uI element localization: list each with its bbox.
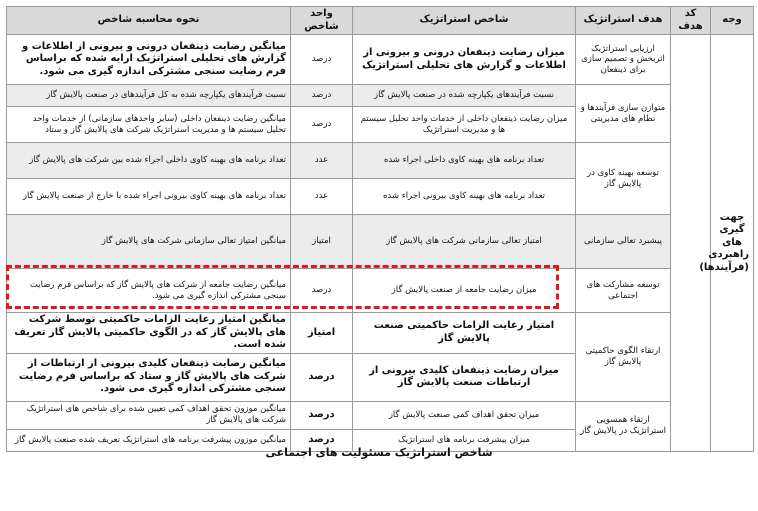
method-cell: میانگین رضایت ذینفعان داخلی (سایر واحدهای سازمانی) از خدمات واحد تحلیل سیستم ها و مدیریت استراتژیک شرکت های پالایش گاز و ستاد bbox=[7, 107, 291, 143]
header-row bbox=[7, 7, 754, 35]
unit-cell: امتیاز bbox=[291, 313, 353, 354]
unit-cell: درصد bbox=[291, 353, 353, 401]
indicator-cell: میزان رضایت ذینفعان داخلی از خدمات واحد تحلیل سیستم ها و مدیریت استراتژیک bbox=[353, 107, 576, 143]
method-cell: میانگین رضایت ذینفعان درونی و بیرونی از اطلاعات و گزارش های تحلیلی استراتژیک ارایه شده که براساس فرم رضایت سنجی مشترکی اندازه گیری می شود. bbox=[7, 35, 291, 85]
method-cell: میانگین موزون پیشرفت برنامه های استراتژیک تعریف شده صنعت پالایش گاز bbox=[7, 429, 291, 451]
indicator-cell: تعداد برنامه های بهینه کاوی داخلی اجراء شده bbox=[353, 143, 576, 179]
goal-cell: ارتقاء الگوی حاکمیتی پالایش گاز bbox=[576, 313, 671, 402]
goal-cell: ارتقاء همسویی استراتژیک در پالایش گاز bbox=[576, 401, 671, 451]
table-row bbox=[7, 143, 754, 179]
table-row bbox=[7, 215, 754, 269]
unit-cell: درصد bbox=[291, 85, 353, 107]
method-cell: میانگین رضایت ذینفعان کلیدی بیرونی از ارتباطات از شرکت های پالایش گاز و ستاد که براساس فرم رضایت سنجی مشترکی اندازه گیری می شود. bbox=[7, 353, 291, 401]
unit-cell: درصد bbox=[291, 401, 353, 429]
method-cell: نسبت فرآیندهای یکپارچه شده به کل فرآیندهای در صنعت پالایش گاز bbox=[7, 85, 291, 107]
indicator-table-document bbox=[6, 6, 753, 452]
face-cell: جهت گیری های راهبردی (فرآیندها) bbox=[711, 35, 754, 452]
table-row bbox=[7, 85, 754, 107]
indicator-cell: میزان رضایت ذینفعان درونی و بیرونی از اطلاعات و گزارش های تحلیلی استراتژیک bbox=[353, 35, 576, 85]
header-goal-code: کد هدف bbox=[671, 7, 711, 35]
indicator-cell: تعداد برنامه های بهینه کاوی بیرونی اجراء شده bbox=[353, 179, 576, 215]
header-strategic-goal: هدف استراتژیک bbox=[576, 7, 671, 35]
goal-cell: توسعه بهینه کاوی در پالایش گاز bbox=[576, 143, 671, 215]
goal-cell: ارزیابی استراتژیک اثربخش و تصمیم سازی برای ذینفعان bbox=[576, 35, 671, 85]
goal-cell: متوازن سازی فرآیندها و نظام های مدیریتی bbox=[576, 85, 671, 143]
indicator-cell: میزان پیشرفت برنامه های استراتژیک bbox=[353, 429, 576, 451]
indicator-cell: میزان رضایت ذینفعان کلیدی بیرونی از ارتباطات صنعت پالایش گاز bbox=[353, 353, 576, 401]
table-row bbox=[7, 401, 754, 429]
header-face: وجه bbox=[711, 7, 754, 35]
unit-cell: درصد bbox=[291, 269, 353, 313]
method-cell: میانگین امتیاز تعالی سازمانی شرکت های پالایش گاز bbox=[7, 215, 291, 269]
indicator-cell: میزان تحقق اهداف کمی صنعت پالایش گاز bbox=[353, 401, 576, 429]
method-cell: تعداد برنامه های بهینه کاوی داخلی اجراء شده بین شرکت های پالایش گاز bbox=[7, 143, 291, 179]
method-cell: میانگین رضایت جامعه از شرکت های پالایش گاز که براساس فرم رضایت سنجی مشترکی اندازه گیری می شود. bbox=[7, 269, 291, 313]
table-row bbox=[7, 313, 754, 354]
indicator-cell: امتیاز رعایت الزامات حاکمیتی صنعت پالایش گاز bbox=[353, 313, 576, 354]
method-cell: تعداد برنامه های بهینه کاوی بیرونی اجراء شده با خارج از صنعت پالایش گاز bbox=[7, 179, 291, 215]
unit-cell: درصد bbox=[291, 107, 353, 143]
unit-cell: عدد bbox=[291, 179, 353, 215]
header-strategic-indicator: شاخص استراتژیک bbox=[353, 7, 576, 35]
indicator-cell: نسبت فرآیندهای یکپارچه شده در صنعت پالایش گاز bbox=[353, 85, 576, 107]
indicator-cell: امتیاز تعالی سازمانی شرکت های پالایش گاز bbox=[353, 215, 576, 269]
indicator-cell: میزان رضایت جامعه از صنعت پالایش گاز bbox=[353, 269, 576, 313]
table-caption: شاخص استراتژیک مسئولیت های اجتماعی bbox=[265, 446, 493, 459]
goal-code-cell bbox=[671, 35, 711, 452]
unit-cell: امتیاز bbox=[291, 215, 353, 269]
header-calc-method: نحوه محاسبه شاخص bbox=[7, 7, 291, 35]
unit-cell: درصد bbox=[291, 35, 353, 85]
table-row-highlighted bbox=[7, 269, 754, 313]
goal-cell: پیشبرد تعالی سازمانی bbox=[576, 215, 671, 269]
header-unit: واحد شاخص bbox=[291, 7, 353, 35]
indicator-table bbox=[6, 6, 754, 452]
method-cell: میانگین امتیاز رعایت الزامات حاکمیتی توسط شرکت های پالایش گاز که در الگوی حاکمیتی پالایش گاز تعریف شده است. bbox=[7, 313, 291, 354]
table-row bbox=[7, 35, 754, 85]
goal-cell: توسعه مشارکت های اجتماعی bbox=[576, 269, 671, 313]
method-cell: میانگین موزون تحقق اهداف کمی تعیین شده برای شاخص های استراتژیک شرکت های پالایش گاز bbox=[7, 401, 291, 429]
unit-cell: درصد bbox=[291, 429, 353, 451]
unit-cell: عدد bbox=[291, 143, 353, 179]
